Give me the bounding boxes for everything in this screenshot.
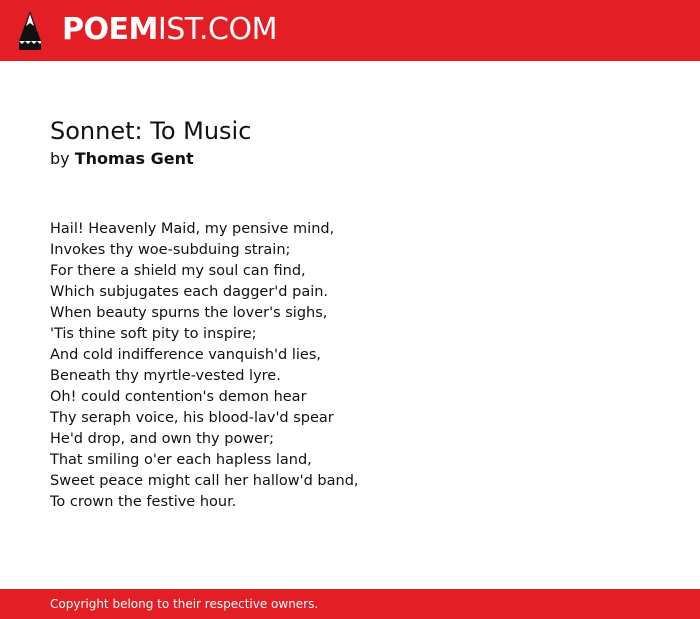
site-footer	[0, 589, 700, 619]
poem-line: 'Tis thine soft pity to inspire;	[50, 326, 257, 342]
poem-body	[50, 219, 650, 513]
poem-line: Oh! could contention's demon hear	[50, 389, 307, 405]
poem-line: Beneath thy myrtle-vested lyre.	[50, 368, 281, 384]
site-header	[0, 0, 700, 61]
poem-line: Invokes thy woe-subduing strain;	[50, 242, 291, 258]
poem-line: He'd drop, and own thy power;	[50, 431, 274, 447]
poem-line: Sweet peace might call her hallow'd band,	[50, 473, 359, 489]
copyright-notice: Copyright belong to their respective owners.	[50, 597, 319, 611]
logo-text-light: IST.COM	[157, 12, 277, 47]
poem-line: When beauty spurns the lover's sighs,	[50, 305, 328, 321]
poem-line: For there a shield my soul can find,	[50, 263, 306, 279]
poem-title: Sonnet: To Music	[50, 117, 252, 145]
poem-line: And cold indifference vanquish'd lies,	[50, 347, 321, 363]
byline-prefix: by	[50, 149, 70, 168]
author-name[interactable]: Thomas Gent	[74, 149, 194, 168]
poem-line: To crown the festive hour.	[50, 494, 237, 510]
poem-line: Which subjugates each dagger'd pain.	[50, 284, 329, 300]
poem-line: Hail! Heavenly Maid, my pensive mind,	[50, 221, 335, 237]
poem-byline	[50, 149, 194, 169]
site-logo-text	[62, 13, 277, 47]
logo-text-strong: POEM	[62, 12, 158, 47]
poem-line: That smiling o'er each hapless land,	[50, 452, 312, 468]
poem-line: Thy seraph voice, his blood-lav'd spear	[50, 410, 334, 426]
